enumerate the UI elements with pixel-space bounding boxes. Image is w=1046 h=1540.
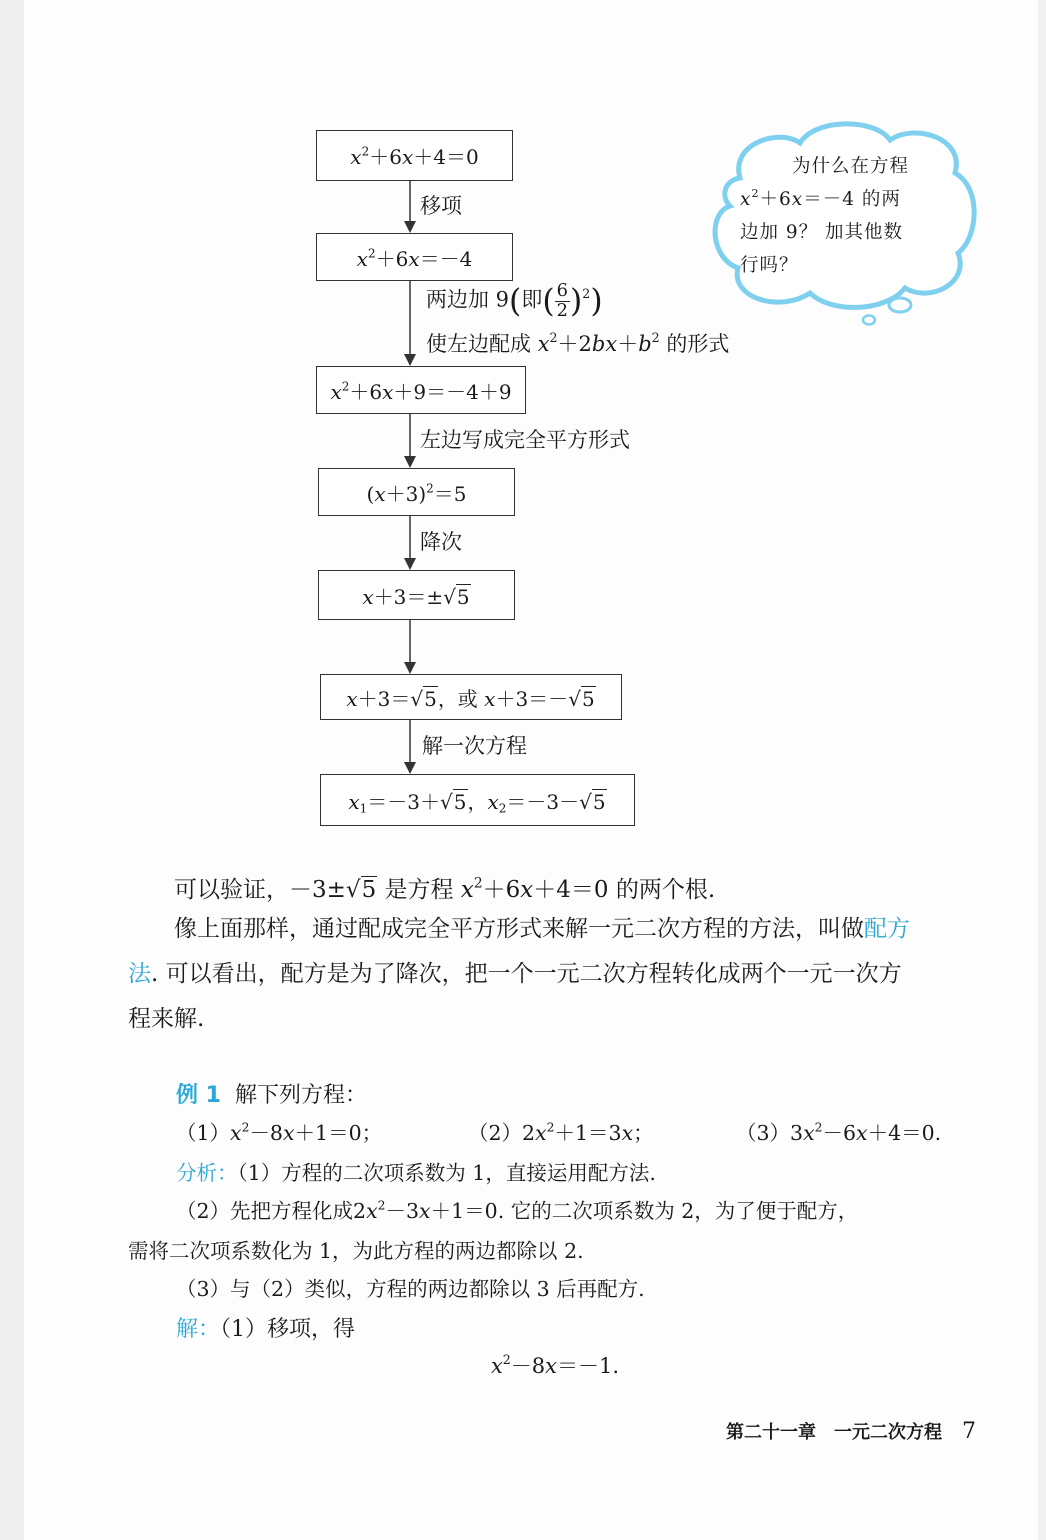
flow-step-2a: 两边加 9(即( $\frac{6}{2}$ )$^2$) <box>426 280 603 321</box>
flow-step-2b: 使左边配成 $x^2+2bx+b^2$ 的形式 <box>426 330 730 356</box>
term-completing-square: 配方 <box>864 916 910 942</box>
flow-box-7: $x_1=-3+√5$，$x_2=-3-√5$ <box>320 774 635 826</box>
flow-step-4: 降次 <box>420 530 462 554</box>
example-label: 例 1 <box>176 1083 221 1108</box>
flow-arrow-3 <box>400 414 420 468</box>
flow-box-2: $x^2+6x=-4$ <box>316 233 513 281</box>
fraction-6-over-2: $\frac{6}{2}$ <box>556 280 568 321</box>
cloud-line-1: 为什么在方程 <box>792 156 910 177</box>
paragraph-definition: 像上面那样，通过配成完全平方形式来解一元二次方程的方法，叫做配方 法. 可以看出，配方是为了降次，把一个一元二次方程转化成两个一元一次方 程来解. <box>128 916 910 1032</box>
cloud-line-2: $x^2+6x=-4$ 的两 <box>740 187 901 210</box>
page-left-edge <box>0 0 24 1540</box>
page-number: 7 <box>962 1419 976 1444</box>
solution-equation: $x^2-8x=-1$. <box>490 1352 620 1378</box>
flow-arrow-6 <box>400 720 420 774</box>
solution-line-1: 解：（1）移项，得 <box>176 1317 356 1342</box>
analysis-line-1: 分析：（1）方程的二次项系数为 1，直接运用配方法. <box>176 1161 656 1185</box>
flow-arrow-5 <box>400 620 420 674</box>
flow-step-6: 解一次方程 <box>422 734 527 758</box>
example-heading: 例 1 解下列方程： <box>176 1083 367 1108</box>
page-footer <box>726 1418 976 1444</box>
flow-arrow-2 <box>400 281 420 366</box>
paragraph-verify: 可以验证，－3±√5 是方程 $x^2+6x+4=0$ 的两个根. <box>174 875 716 903</box>
flow-step-1: 移项 <box>420 194 462 218</box>
flow-arrow-1 <box>400 181 420 233</box>
cloud-line-4: 行吗？ <box>740 255 799 276</box>
flow-box-3: $x^2+6x+9=-4+9$ <box>316 366 526 414</box>
analysis-line-3: 需将二次项系数化为 1，为此方程的两边都除以 2. <box>128 1239 584 1263</box>
flow-step-3: 左边写成完全平方形式 <box>420 428 630 452</box>
flow-box-4: $(x+3)^2=5$ <box>318 468 515 516</box>
cloud-line-3: 边加 9？ 加其他数 <box>740 222 904 243</box>
page-right-edge <box>1038 0 1046 1540</box>
flow-box-5: x＋3＝±√5 <box>318 570 515 620</box>
flow-box-1: $x^2+6x+4=0$ <box>316 130 513 181</box>
analysis-line-2: （2）先把方程化成$2x^2-3x+1=0$. 它的二次项系数为 2，为了便于配方， <box>176 1198 859 1223</box>
flow-box-6: x＋3＝√5，或 x＋3＝－√5 <box>320 674 622 720</box>
cloud-question <box>740 150 950 282</box>
flow-arrow-4 <box>400 516 420 570</box>
analysis-line-4: （3）与（2）类似，方程的两边都除以 3 后再配方. <box>176 1277 645 1301</box>
chapter-title: 第二十一章 一元二次方程 <box>726 1422 942 1443</box>
